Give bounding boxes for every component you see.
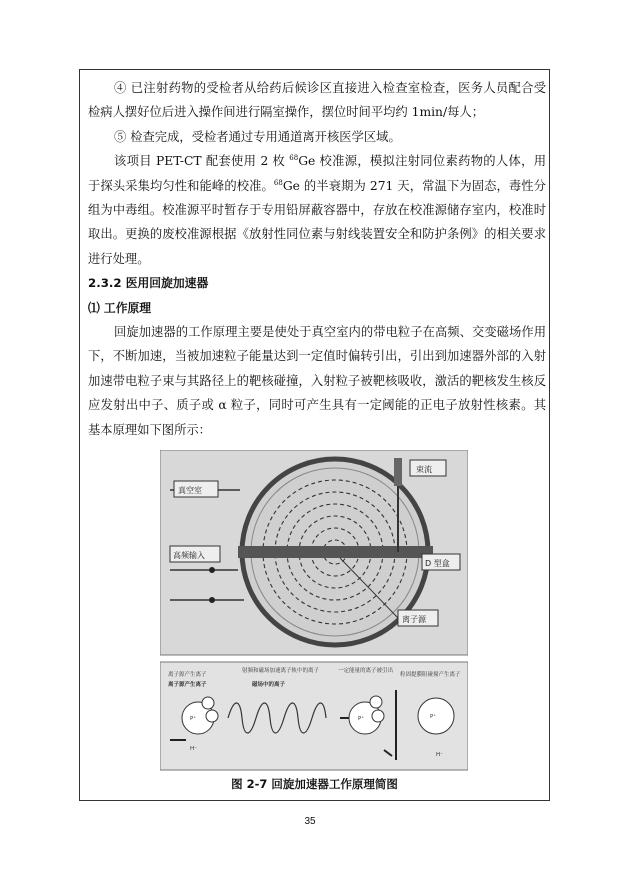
sub-heading: ⑴ 工作原理 [88, 300, 152, 315]
h-minus-1: H⁻ [190, 746, 198, 752]
h-minus-2: H⁻ [436, 752, 444, 758]
dee-label: D 型盒 [425, 559, 450, 568]
p-plus-3: P⁺ [430, 714, 437, 720]
ion-source-label: 离子源 [402, 615, 426, 624]
calibration-text-a: 该项目 PET-CT 配套使用 2 枚 [114, 154, 290, 169]
paragraph-step4: ④ 已注射药物的受检者从给药后候诊区直接进入检查室检查，医务人员配合受检病人摆好位后进入操作间进行隔室操作，摆位时间平均约 1min/每人； [88, 81, 546, 120]
paragraph-principle: 回旋加速器的工作原理主要是使处于真空室内的带电粒子在高频、交变磁场作用下，不断加速，当被加速粒子能量达到一定值时偏转引出，引出到加速器外部的入射加速带电粒子束与其路径上的靶核碰撞，入射粒子被靶核吸收，激活的靶核发生核反应发射出中子、质子或 α 粒子，同时可产生具有一定阈能的正电子放射性核素。其基本原理如下图所示： [88, 325, 546, 437]
page-number: 35 [304, 816, 316, 827]
lower-label-2: 射频和磁场加速离子轨中的离子 [242, 668, 320, 674]
lower-label-4: 粒固提膜阻碰撞产生离子 [400, 672, 461, 678]
p-plus-1: P⁺ [190, 716, 197, 722]
section-heading: 2.3.2 医用回旋加速器 [88, 276, 209, 291]
lower-label-1a: 离子源产生离子 [168, 672, 207, 678]
p-plus-2: P⁺ [358, 716, 365, 722]
lower-label-2b: 磁场中的离子 [252, 682, 286, 688]
paragraph-calibration [88, 149, 546, 271]
calibration-text-b: Ge 校准源，模拟注射同位素药物的人体，用于探头采集均匀性和能峰的校准。 [88, 154, 546, 193]
body-text [88, 76, 546, 442]
beam-label: 束流 [416, 465, 432, 474]
rf-input-label: 高频输入 [173, 551, 205, 560]
lower-label-3: 一定能量的离子被引出 [338, 668, 394, 674]
beam-exit [394, 458, 402, 486]
figure-caption: 图 2-7 回旋加速器工作原理简图 [231, 777, 398, 791]
superscript-68-a: 68 [289, 154, 299, 163]
cyclotron-figure [160, 450, 468, 775]
dee-gap-bar [238, 546, 433, 558]
calibration-text-c: Ge 的半衰期为 271 天，常温下为固态，毒性分组为中毒组。校准源平时暂存于专用铅屏蔽容器中，存放在校准源储存室内，校准时取出。更换的废校准源根据《放射性同位素与射线装置安全和防护条例》的相关要求进行处理。 [88, 178, 546, 266]
vacuum-label: 真空室 [178, 486, 202, 495]
lower-label-1b: 离子源产生离子 [168, 682, 207, 688]
superscript-68-b: 68 [273, 178, 283, 187]
paragraph-step5: ⑤ 检查完成，受检者通过专用通道离开核医学区域。 [114, 129, 401, 144]
